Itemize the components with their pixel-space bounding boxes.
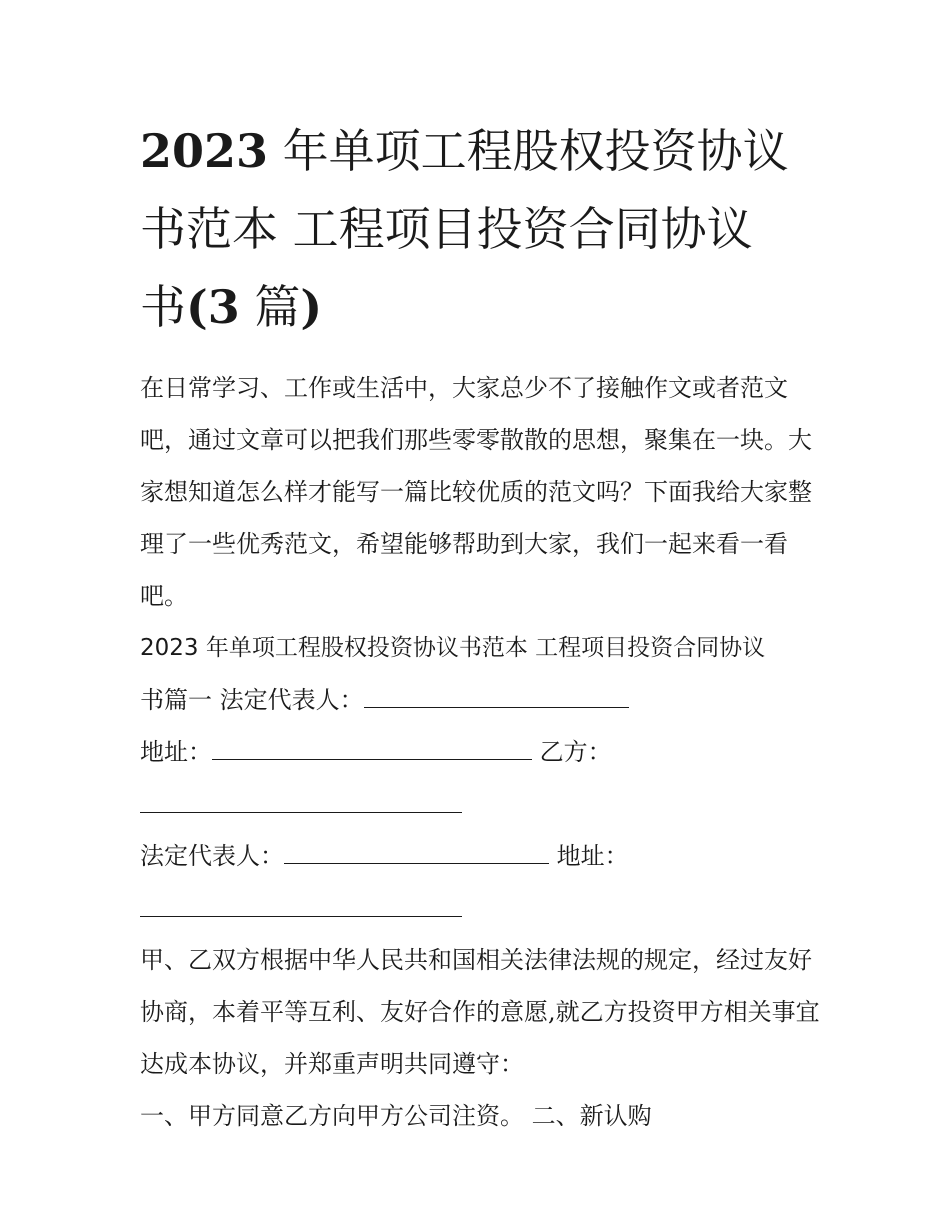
- legal-rep-blank-b[interactable]: [284, 837, 549, 864]
- address-blank-line-b: [140, 882, 820, 934]
- clause-line: 一、甲方同意乙方向甲方公司注资。 二、新认购: [140, 1102, 652, 1130]
- address-label-b: 地址：: [549, 842, 629, 870]
- title-line-1: [140, 112, 820, 190]
- document-page: [140, 112, 820, 1142]
- address-blank-b[interactable]: [140, 890, 462, 917]
- address-label-a: 地址：: [140, 738, 212, 766]
- title-year: 2023: [140, 124, 269, 178]
- legal-rep-blank-a[interactable]: [364, 681, 629, 708]
- body-paragraph: 甲、乙双方根据中华人民共和国相关法律法规的规定，经过友好协商，本着平等互利、友好合作的意愿,就乙方投资甲方相关事宜达成本协议，并郑重声明共同遵守：: [140, 946, 820, 1078]
- legal-rep-line-a: [140, 674, 820, 726]
- title-text-3a: 书: [140, 280, 186, 334]
- address-line-a: [140, 726, 820, 778]
- title-text-3b: 篇: [239, 280, 301, 334]
- intro-paragraph: 在日常学习、工作或生活中，大家总少不了接触作文或者范文吧，通过文章可以把我们那些零零散散的思想，聚集在一块。大家想知道怎么样才能写一篇比较优质的范文吗？下面我给大家整理了一些优秀范文，希望能够帮助到大家，我们一起来看一看吧。: [140, 374, 812, 610]
- section-heading: 2023 年单项工程股权投资协议书范本 工程项目投资合同协议: [140, 635, 766, 661]
- party-b-blank-line: [140, 778, 820, 830]
- legal-rep-label-b: 法定代表人：: [140, 842, 284, 870]
- address-blank-a[interactable]: [212, 733, 532, 760]
- legal-rep-label-a: 书篇一 法定代表人：: [140, 686, 364, 714]
- title-line-2: 书范本 工程项目投资合同协议: [140, 202, 753, 256]
- legal-rep-line-b: [140, 830, 820, 882]
- title-text-1: 年单项工程股权投资协议: [268, 124, 789, 178]
- party-b-blank[interactable]: [140, 786, 462, 813]
- title-text-3c: ): [300, 280, 323, 334]
- title-line-3: [140, 268, 820, 346]
- document-title: [140, 112, 820, 346]
- party-b-label: 乙方：: [532, 738, 612, 766]
- title-count: (3: [186, 280, 240, 334]
